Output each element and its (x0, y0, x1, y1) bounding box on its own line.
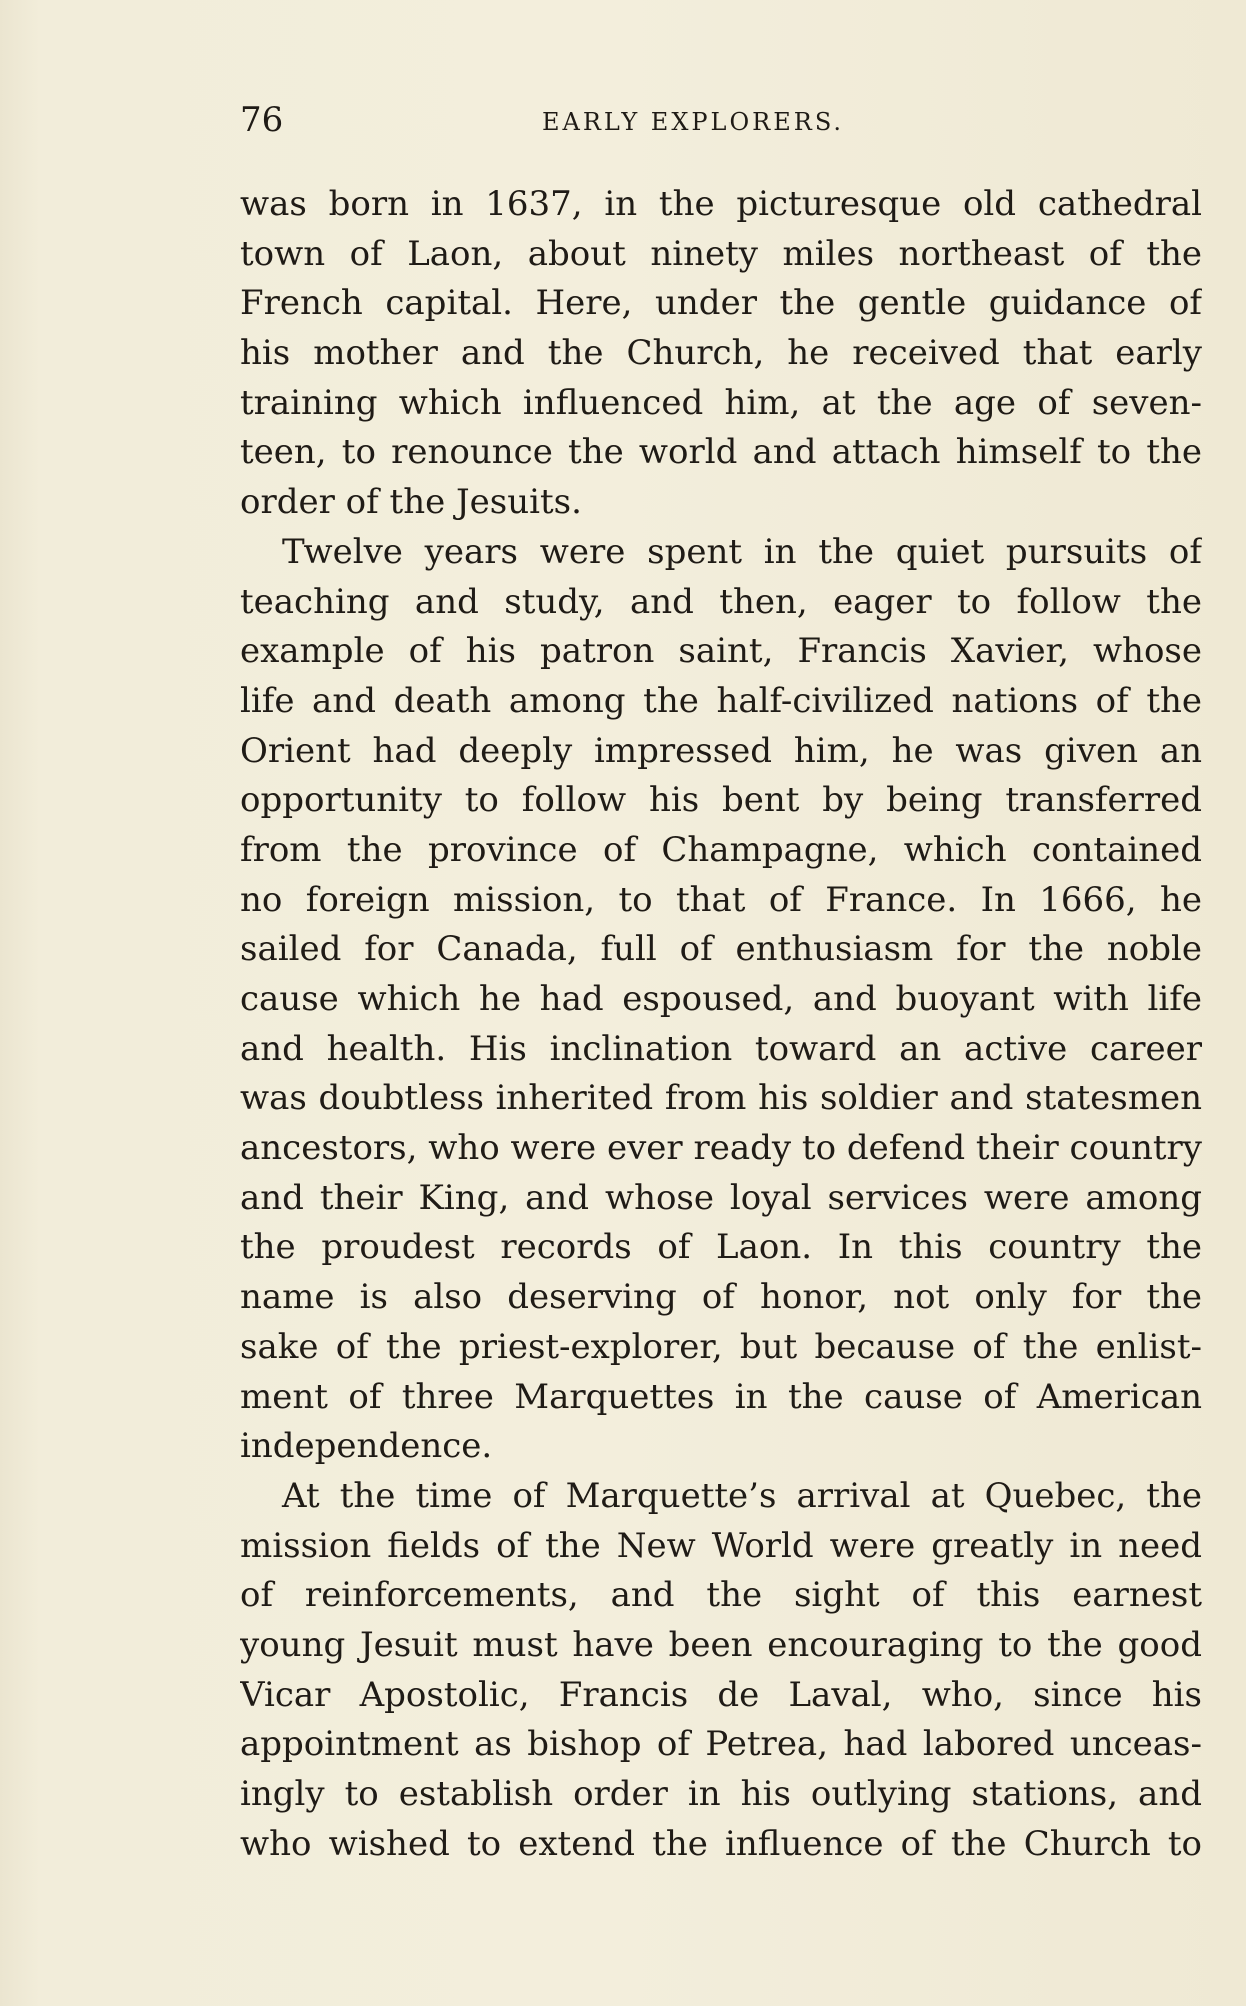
text-line: ment of three Marquettes in the cause of American (240, 1376, 1202, 1417)
text-line: example of his patron saint, Francis Xavier, whose (240, 631, 1202, 672)
text-line: no foreign mission, to that of France. In 1666, he (240, 879, 1202, 920)
text-line: his mother and the Church, he received that early (240, 333, 1202, 374)
text-line: of reinforcements, and the sight of this earnest (240, 1575, 1202, 1616)
text-line: sailed for Canada, full of enthusiasm for the noble (240, 929, 1202, 970)
page-header (240, 100, 1200, 140)
page-number: 76 (240, 100, 284, 140)
running-head: EARLY EXPLORERS. (542, 108, 845, 136)
text-line: order of the Jesuits. (240, 482, 582, 523)
text-line: opportunity to follow his bent by being transferred (240, 780, 1202, 821)
text-line: who wished to extend the influence of the Church to (240, 1823, 1202, 1864)
text-line: the proudest records of Laon. In this country the (240, 1227, 1202, 1268)
text-line: young Jesuit must have been encouraging to the good (240, 1624, 1202, 1665)
text-line: was born in 1637, in the picturesque old cathedral (240, 184, 1202, 224)
text-line: Orient had deeply impressed him, he was given an (240, 730, 1202, 771)
text-line: cause which he had espoused, and buoyant with life (240, 979, 1202, 1019)
text-line: At the time of Marquette’s arrival at Quebec, the (282, 1475, 1202, 1516)
text-line: appointment as bishop of Petrea, had labored unceas- (240, 1724, 1202, 1765)
text-line: and their King, and whose loyal services were among (240, 1177, 1202, 1218)
text-line: sake of the priest-explorer, but because of the enlist- (240, 1326, 1202, 1367)
text-line: independence. (240, 1426, 493, 1467)
body-text (240, 180, 1202, 1869)
text-line: was doubtless inherited from his soldier and statesmen (240, 1078, 1202, 1119)
text-line: mission fields of the New World were greatly in need (240, 1525, 1202, 1566)
text-line: teen, to renounce the world and attach himself to the (240, 432, 1202, 473)
text-line: name is also deserving of honor, not only for the (240, 1277, 1202, 1318)
text-line: and health. His inclination toward an active career (240, 1028, 1202, 1069)
text-line: Vicar Apostolic, Francis de Laval, who, since his (240, 1674, 1202, 1715)
text-line: town of Laon, about ninety miles northeast of the (240, 233, 1202, 274)
text-line: life and death among the half-civilized nations of the (240, 680, 1202, 721)
text-line: training which influenced him, at the age of seven- (240, 382, 1202, 423)
text-line: French capital. Here, under the gentle guidance of (240, 283, 1202, 324)
text-line: Twelve years were spent in the quiet pursuits of (282, 531, 1202, 572)
text-line: ingly to establish order in his outlying stations, and (240, 1774, 1202, 1814)
text-line: ancestors, who were ever ready to defend their country (240, 1128, 1202, 1169)
text-line: from the province of Champagne, which contained (240, 829, 1202, 870)
text-line: teaching and study, and then, eager to follow the (240, 581, 1202, 622)
